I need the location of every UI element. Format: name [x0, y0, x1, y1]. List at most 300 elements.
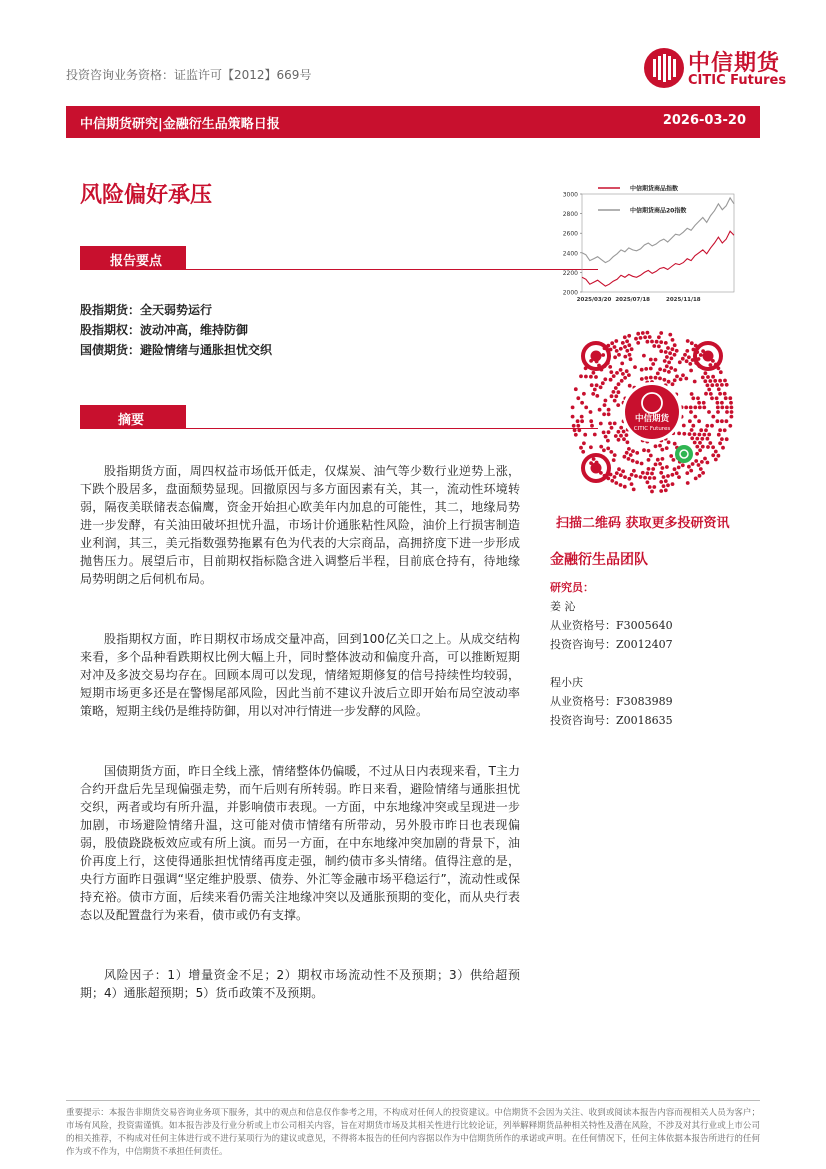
qr-dot [635, 451, 639, 455]
qr-dot [671, 382, 675, 386]
qr-center-text: 中信期货 [634, 414, 670, 424]
qr-dot [627, 447, 631, 451]
summary-paragraph: 风险因子：1）增量资金不足；2）期权市场流动性不及预期；3）供给超预期；4）通胀超预期；5）货币政策不及预期。 [80, 968, 520, 1000]
qr-dot [710, 424, 714, 428]
qr-dot [613, 422, 617, 426]
qr-dot [706, 437, 710, 441]
qr-dot [661, 457, 665, 461]
qr-dot [650, 340, 654, 344]
qr-dot [604, 399, 608, 403]
qr-dot [693, 380, 697, 384]
qr-dot [710, 383, 714, 387]
qr-dot [671, 482, 675, 486]
qr-dot [651, 362, 655, 366]
qr-dot [593, 433, 597, 437]
qr-dot [720, 401, 724, 405]
qr-dot [659, 349, 663, 353]
qr-dot [675, 471, 679, 475]
qr-dot [663, 369, 667, 373]
qr-dot [594, 375, 598, 379]
qr-dot [626, 440, 630, 444]
qr-dot [685, 359, 689, 363]
qr-dot [649, 454, 653, 458]
qr-dot [614, 339, 618, 343]
y-tick-label: 2600 [562, 230, 578, 238]
qr-dot [707, 388, 711, 392]
qr-dot [621, 341, 625, 345]
key-point: 国债期货：避险情绪与通胀担忧交织 [80, 343, 273, 357]
qr-dot [723, 428, 727, 432]
qr-dot [625, 369, 629, 373]
qr-dot [609, 450, 613, 454]
qr-dot [723, 392, 727, 396]
qr-dot [627, 373, 631, 377]
qr-dot [720, 406, 724, 410]
qr-dot [698, 433, 702, 437]
qr-dot [599, 445, 603, 449]
qr-dot [710, 396, 714, 400]
qr-dot [663, 378, 667, 382]
qr-dot [592, 371, 596, 375]
qr-dot [602, 412, 606, 416]
qr-dot [636, 332, 640, 336]
qr-dot [699, 353, 703, 357]
qr-dot [630, 482, 634, 486]
qr-dot [686, 481, 690, 485]
qr-dot [603, 377, 607, 381]
qr-dot [614, 394, 618, 398]
qr-dot [683, 353, 687, 357]
qr-dot [643, 476, 647, 480]
qr-dot [640, 377, 644, 381]
qr-dot [702, 433, 706, 437]
qr-dot [716, 410, 720, 414]
qr-dot [668, 351, 672, 355]
qr-dot [608, 365, 612, 369]
qr-dot [613, 453, 617, 457]
qr-dot [693, 432, 697, 436]
qr-dot [646, 331, 650, 335]
qr-dot [679, 377, 683, 381]
qr-dot [571, 415, 575, 419]
qr-dot [662, 484, 666, 488]
qr-dot [583, 433, 587, 437]
y-tick-label: 2200 [562, 269, 578, 277]
qr-dot [608, 422, 612, 426]
qr-dot [647, 449, 651, 453]
qr-dot [664, 479, 668, 483]
qr-dot [607, 412, 611, 416]
role-label: 研究员： [550, 581, 594, 594]
qr-dot [658, 377, 662, 381]
qr-dot [723, 379, 727, 383]
qr-dot [623, 335, 627, 339]
qr-dot [614, 386, 618, 390]
qr-dot [685, 471, 689, 475]
qr-finder-center [591, 351, 602, 362]
qr-dot [595, 383, 599, 387]
qr-dot [714, 458, 718, 462]
qr-code[interactable] [566, 326, 738, 498]
qr-dot [693, 441, 697, 445]
qr-dot [599, 422, 603, 426]
qr-dot [654, 463, 658, 467]
qr-dot [705, 424, 709, 428]
qr-dot [681, 373, 685, 377]
qr-dot [648, 335, 652, 339]
qr-dot [719, 370, 723, 374]
member-qualification: 从业资格号：F3005640 [550, 619, 673, 632]
qr-dot [659, 480, 663, 484]
qr-dot [633, 365, 637, 369]
qr-dot [657, 345, 661, 349]
qr-dot [716, 401, 720, 405]
qr-dot [598, 408, 602, 412]
qr-dot [631, 459, 635, 463]
qr-dot [725, 410, 729, 414]
page-title: 风险偏好承压 [80, 183, 213, 208]
qr-dot [703, 379, 707, 383]
qr-dot [701, 445, 705, 449]
summary-label: 摘要 [80, 405, 186, 429]
qr-dot [709, 392, 713, 396]
qr-dot [659, 340, 663, 344]
disclaimer: 重要提示：本报告非期货交易咨询业务项下服务，其中的观点和信息仅作参考之用，不构成对任何人的投资建议。中信期货不会因为关注、收到或阅读本报告内容而视相关人员为客户；市场有风险，投资需谨慎。如本报告涉及行业分析或上市公司相关内容，旨在对期货市场及其相关性进行比较论证，列举解释期货品种相关特性及潜在风险，不涉及对其行业或上市公司的相关推荐，不构成对任何主体进行或不进行某项行为的建议或意见，不得将本报告的任何内容据以作为中信期货所作的承诺或声明。在任何情况下，任何主体依据本报告所进行的任何作为或不作为，中信期货不承担任何责任。 [66, 1108, 760, 1157]
qr-dot [576, 419, 580, 423]
qr-dot [678, 360, 682, 364]
qr-dot [666, 474, 670, 478]
qr-dot [698, 441, 702, 445]
mini-program-icon [675, 445, 693, 463]
qr-dot [721, 446, 725, 450]
qr-dot [659, 489, 663, 493]
qr-dot [704, 392, 708, 396]
qr-dot [647, 467, 651, 471]
qr-dot [627, 457, 631, 461]
qr-dot [602, 448, 606, 452]
qr-dot [607, 408, 611, 412]
qr-caption: 扫描二维码 获取更多投研资讯 [556, 516, 730, 531]
qr-dot [614, 434, 618, 438]
qr-dot [730, 406, 734, 410]
qr-dot [681, 463, 685, 467]
qr-dot [572, 424, 576, 428]
qr-dot [620, 379, 624, 383]
qr-dot [695, 437, 699, 441]
logo-en: CITIC Futures [688, 73, 787, 88]
qr-dot [730, 410, 734, 414]
qr-dot [619, 434, 623, 438]
divider [186, 269, 598, 270]
qr-dot [713, 379, 717, 383]
qr-dot [581, 450, 585, 454]
qr-center-subtext: CITIC Futures [633, 426, 671, 432]
key-point: 股指期货：全天弱势运行 [80, 303, 213, 317]
qr-dot [707, 410, 711, 414]
qr-dot [584, 406, 588, 410]
qr-dot [718, 392, 722, 396]
qr-dot [577, 428, 581, 432]
qr-dot [623, 376, 627, 380]
qr-dot [612, 390, 616, 394]
qr-dot [631, 449, 635, 453]
qr-dot [671, 347, 675, 351]
qr-dot [659, 331, 663, 335]
qr-dot [711, 453, 715, 457]
qr-dot [620, 362, 624, 366]
qr-dot [673, 467, 677, 471]
qr-dot [714, 450, 718, 454]
key-points-label: 报告要点 [80, 246, 186, 270]
qr-dot [634, 474, 638, 478]
qr-dot [623, 345, 627, 349]
divider [186, 428, 598, 429]
qr-finder-center [703, 351, 714, 362]
qr-dot [590, 424, 594, 428]
y-tick-label: 2800 [562, 211, 578, 219]
qr-dot [590, 383, 594, 387]
member-name: 姜 沁 [550, 600, 576, 613]
qr-dot [725, 383, 729, 387]
qr-dot [607, 430, 611, 434]
qr-dot [619, 368, 623, 372]
qr-dot [689, 469, 693, 473]
qr-dot [694, 459, 698, 463]
qr-dot [681, 357, 685, 361]
qr-dot [662, 475, 666, 479]
qr-dot [579, 374, 583, 378]
qr-dot [601, 353, 605, 357]
qr-dot [589, 419, 593, 423]
key-points-list [80, 300, 272, 360]
qr-dot [706, 461, 710, 465]
report-banner [66, 106, 760, 138]
qr-dot [673, 368, 677, 372]
member-advisory: 投资咨询号：Z0018635 [550, 714, 673, 727]
qr-dot [650, 472, 654, 476]
x-tick-label: 2025/03/20 [576, 297, 612, 303]
qr-dot [630, 473, 634, 477]
qr-dot [658, 444, 662, 448]
qr-dot [671, 473, 675, 477]
qr-dot [603, 403, 607, 407]
qr-dot [695, 445, 699, 449]
qr-dot [717, 433, 721, 437]
qr-dot [701, 471, 705, 475]
qr-dot [697, 419, 701, 423]
qr-dot [622, 437, 626, 441]
qr-dot [693, 406, 697, 410]
qr-dot [688, 419, 692, 423]
qr-dot [641, 331, 645, 335]
logo-emblem-icon [642, 46, 686, 90]
qr-dot [691, 396, 695, 400]
qr-dot [725, 419, 729, 423]
qr-dot [673, 378, 677, 382]
qr-dot [684, 406, 688, 410]
qr-dot [610, 479, 614, 483]
qr-dot [698, 406, 702, 410]
qr-dot [665, 355, 669, 359]
qr-dot [701, 376, 705, 380]
qr-dot [628, 384, 632, 388]
qr-dot [617, 430, 621, 434]
qr-dot [667, 361, 671, 365]
qr-dot [720, 437, 724, 441]
qr-dot [715, 396, 719, 400]
qr-dot [670, 357, 674, 361]
qr-dot [606, 439, 610, 443]
qr-dot [602, 431, 606, 435]
qr-dot [718, 428, 722, 432]
qr-dot [613, 345, 617, 349]
qr-dot [686, 339, 690, 343]
qr-dot [615, 371, 619, 375]
qr-dot [660, 448, 664, 452]
qr-dot [675, 375, 679, 379]
qr-dot [718, 441, 722, 445]
summary-paragraph: 股指期权方面，昨日期权市场成交量冲高，回到100亿关口之上。从成交结构来看，多个品种看跌期权比例大幅上升，同时整体波动和偏度升高，可以推断短期对冲及多波交易均存在。回顾本周可以发现，情绪短期修复的信号持续性均较弱，短期市场更多还是在警惕尾部风险，因此当前不建议升波后立即开始布局空波动率策略，短期主线仍是维持防御，用以对冲行情进一步发酵的风险。 [80, 632, 520, 718]
qr-dot [648, 476, 652, 480]
qr-dot [619, 473, 623, 477]
qr-dot [639, 475, 643, 479]
qr-dot [687, 355, 691, 359]
qr-dot [711, 415, 715, 419]
qr-dot [651, 467, 655, 471]
qr-dot [702, 406, 706, 410]
qr-dot [673, 442, 677, 446]
qr-dot [697, 463, 701, 467]
qr-dot [665, 364, 669, 368]
y-tick-label: 3000 [562, 191, 578, 199]
team-title: 金融衍生品团队 [550, 552, 648, 568]
qr-dot [696, 396, 700, 400]
qr-dot [610, 426, 614, 430]
qr-dot [582, 392, 586, 396]
qr-dot [656, 372, 660, 376]
qr-dot [628, 353, 632, 357]
qr-dot [707, 433, 711, 437]
qr-dot [573, 428, 577, 432]
qr-dot [700, 460, 704, 464]
qr-dot [635, 460, 639, 464]
qr-dot [643, 335, 647, 339]
qr-dot [627, 477, 631, 481]
logo-cn: 中信期货 [688, 51, 781, 76]
qr-dot [615, 471, 619, 475]
qr-dot [627, 343, 631, 347]
qr-dot [708, 379, 712, 383]
qr-dot [690, 341, 694, 345]
qr-dot [630, 347, 634, 351]
qr-dot [730, 415, 734, 419]
qr-dot [617, 382, 621, 386]
qr-dot [614, 481, 618, 485]
qr-dot [666, 346, 670, 350]
qr-dot [684, 377, 688, 381]
qr-dot [601, 381, 605, 385]
banner-title: 中信期货研究|金融衍生品策略日报 [80, 117, 280, 132]
qr-dot [580, 415, 584, 419]
qr-dot [625, 339, 629, 343]
qr-dot [641, 471, 645, 475]
qr-dot [654, 358, 658, 362]
qr-dot [718, 379, 722, 383]
qr-dot [657, 335, 661, 339]
qr-dot [695, 452, 699, 456]
qr-dot [627, 334, 631, 338]
qr-dot [673, 343, 677, 347]
qr-dot [599, 385, 603, 389]
qr-dot [623, 475, 627, 479]
qr-dot [609, 370, 613, 374]
qr-dot [652, 344, 656, 348]
qr-dot [693, 415, 697, 419]
qr-dot [665, 465, 669, 469]
qr-dot [649, 376, 653, 380]
qr-dot [584, 375, 588, 379]
qr-dot [682, 432, 686, 436]
qr-dot [691, 462, 695, 466]
qr-dot [658, 367, 662, 371]
qr-dot [617, 390, 621, 394]
qr-dot [629, 453, 633, 457]
qr-dot [715, 383, 719, 387]
qr-dot [688, 362, 692, 366]
qr-dot [708, 441, 712, 445]
qr-dot [646, 480, 650, 484]
qr-dot [617, 353, 621, 357]
qr-dot [589, 445, 593, 449]
qr-dot [623, 455, 627, 459]
qr-dot [646, 340, 650, 344]
qr-dot [673, 353, 677, 357]
qr-dot [724, 396, 728, 400]
legend-label-0: 中信期货商品指数 [630, 185, 679, 193]
qr-dot [589, 410, 593, 414]
qr-dot [613, 355, 617, 359]
qr-dot [636, 341, 640, 345]
qr-dot [717, 454, 721, 458]
qr-dot [582, 441, 586, 445]
qr-dot [647, 458, 651, 462]
qr-dot [728, 424, 732, 428]
qr-dot [702, 401, 706, 405]
qr-dot [689, 369, 693, 373]
qr-dot [677, 475, 681, 479]
qr-dot [689, 410, 693, 414]
qr-dot [619, 426, 623, 430]
qr-dot [617, 438, 621, 442]
qr-dot [591, 392, 595, 396]
qr-dot [580, 401, 584, 405]
qr-dot [632, 469, 636, 473]
qr-dot [593, 388, 597, 392]
qr-dot [595, 394, 599, 398]
qr-dot [720, 419, 724, 423]
qr-dot [634, 337, 638, 341]
qr-dot [689, 406, 693, 410]
qr-dot [664, 350, 668, 354]
qr-dot [677, 466, 681, 470]
qr-dot [640, 462, 644, 466]
qr-dot [629, 357, 633, 361]
summary-paragraph: 股指期货方面，周四权益市场低开低走，仅煤炭、油气等少数行业逆势上涨，下跌个股居多，盘面颓势显现。回撤原因与多方面因素有关，其一，流动性环境转弱，隔夜美联储表态偏鹰，资金开始担心欧美年内加息的可能性，其二，地缘局势进一步发酵，有关油田破坏担忧升温，市场计价通胀粘性风险，油价上行损害制造业利润，其三，美元指数强势拖累有色为代表的大宗商品，高拥挤度下进一步形成抛售压力。展望后市，目前期权指标隐含进入调整后半程，目前底仓持有，待地缘局势明朗之后伺机布局。 [80, 464, 520, 586]
qr-dot [717, 387, 721, 391]
qr-dot [690, 436, 694, 440]
qr-dot [610, 341, 614, 345]
qr-dot [667, 440, 671, 444]
